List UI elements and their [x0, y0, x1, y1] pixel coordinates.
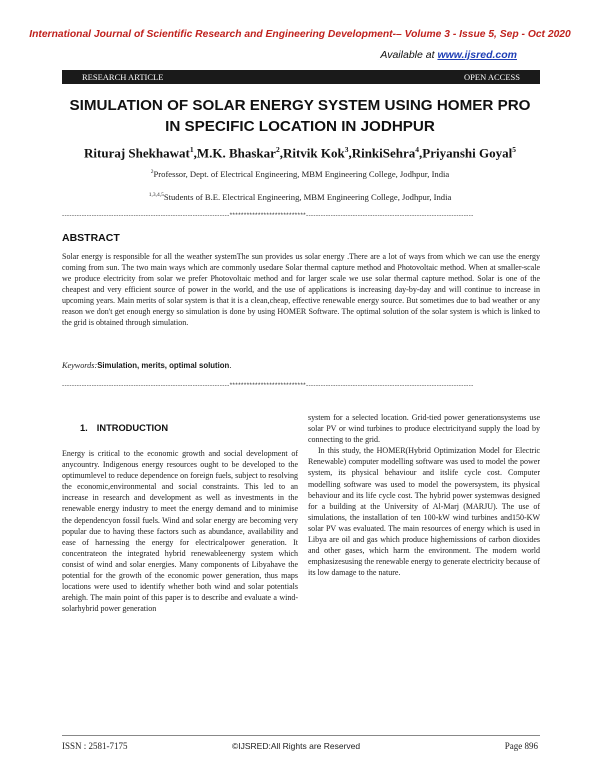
paper-title: [40, 95, 560, 137]
journal-url-link[interactable]: www.ijsred.com: [437, 49, 517, 61]
affiliation-students: [0, 192, 600, 202]
intro-paragraph: Energy is critical to the economic growth and social development of anycountry. Indigenous energy resources ought to be developed to the optimumlevel to reduce dependence on foreign fuels, subject to resolving the economic,environmental and social constraints. This led to an increase in research and development as well as investments in the renewable energy industry to meet the energy demand and to minimise the dependencyon fossil fuels. Wind and solar energy are becoming very popular due to having these factors such as abundance, availability and ease of harnessing the energy for electricalpower generation. It concentrateon the integrated hybrid renewableenergy system which consist of wind and solar energies. Many components of Libyahave the potential for the growth of the economic power generation, thus maps locations were used to identify whether both wind and solar potentials arehigh. The main point of this paper is to describe and evaluate a wind-solarhybrid power generation: [62, 449, 298, 614]
abstract-body: Solar energy is responsible for all the weather systemThe sun provides us solar energy .There are a lot of ways from which we can use the energy coming from sun. The two main ways which are commonly usedare Solar thermal capture method and Photovoltaic method. When at smaller-scale we produce electricity from solar we prefer Photovoltaic method and for larger scale we use solar thermal capture method. Solar is one of the cheapest and very efficient source of power in the world, and the use of applications is increasing day-by-day and will continue to increase in upcoming years. Main merits of solar system is that it is a clean,cheap, effective renewable energy source. But sometimes due to bad weather or any reason we don't get enough energy so simulation is done by using HOMER Software. The optimal solution of the solar system is which is linked to the grid is obtained through simulation.: [62, 252, 540, 327]
journal-header: International Journal of Scientific Research and Engineering Development-– Volume 3 - Issue 5, Sep - Oct 2020: [29, 29, 571, 40]
keywords-label: Keywords:: [62, 361, 98, 370]
research-article-label: RESEARCH ARTICLE: [82, 72, 164, 82]
title-line-1: SIMULATION OF SOLAR ENERGY SYSTEM USING HOMER PRO: [69, 97, 531, 114]
affiliation-sup: 1,3,4,5: [148, 192, 164, 199]
keywords-list: Simulation, merits, optimal solution: [97, 361, 230, 370]
author-name: RinkiSehra: [351, 145, 416, 161]
keywords-line: [62, 361, 231, 370]
author-sup: 4: [415, 145, 420, 154]
author-sup: 1: [189, 145, 194, 154]
affiliation-professor: [0, 169, 600, 179]
section-title: INTRODUCTION: [96, 423, 169, 433]
author-sup: 3: [344, 145, 349, 154]
separator-bottom: --------------------------------------------------------------------***************************--------------------------------------------------------------------: [62, 382, 474, 389]
footer-issn: ISSN : 2581-7175: [62, 741, 128, 751]
introduction-heading: [80, 423, 168, 433]
abstract-heading: ABSTRACT: [62, 232, 120, 244]
intro-paragraph-continued: system for a selected location. Grid-tied power generationsystems use solar PV or wind turbines to produce electricityand supply the load by connecting to the grid.: [308, 413, 540, 445]
footer-divider: [62, 735, 540, 736]
keywords-end: .: [229, 361, 232, 370]
author-sup: 5: [512, 145, 516, 154]
section-number: 1.: [80, 423, 88, 433]
author-list: Rituraj Shekhawat$^1$,M.K. Bhaskar$^2$,Ritvik Kok$^3$,RinkiSehra$^4$,Priyanshi Goyal$^5$: [84, 145, 516, 161]
available-prefix: Available at: [380, 49, 435, 61]
footer-page: Page 896: [504, 741, 538, 751]
separator-top: --------------------------------------------------------------------***************************--------------------------------------------------------------------: [62, 212, 474, 219]
affiliation-text: Professor, Dept. of Electrical Engineering, MBM Engineering College, Jodhpur, India: [153, 169, 450, 179]
article-type-bar: [62, 70, 540, 84]
footer-rights: ©IJSRED:All Rights are Reserved: [232, 741, 361, 751]
author-name: Rituraj Shekhawat: [84, 145, 190, 161]
author-sup: 2: [275, 145, 280, 154]
affiliation-text: Students of B.E. Electrical Engineering, MBM Engineering College, Jodhpur, India: [163, 192, 452, 202]
author-name: Priyanshi Goyal: [422, 145, 513, 161]
affiliation-sup: 2: [150, 169, 154, 176]
title-line-2: IN SPECIFIC LOCATION IN JODHPUR: [165, 118, 435, 135]
right-column: [308, 412, 540, 578]
author-name: Ritvik Kok: [282, 145, 345, 161]
left-column: [62, 448, 298, 614]
availability-line: [380, 49, 517, 61]
author-name: M.K. Bhaskar: [196, 145, 276, 161]
study-paragraph: In this study, the HOMER(Hybrid Optimization Model for Electric Renewable) computer modelling software was used to model the power system, its physical behaviour and itslife cycle cost. Computer modelling software was used to model the powersystem, its physical behaviour and its life cycle cost. The hybrid power systemwas designed for a building at the University of Al-Marj (MARJU). The use of simulations, the installation of ten 100-kW wind turbines and150-KW solar PV was evaluated. The main resources of energy which is used in Libya are oil and gas which produce highemissions of carbon dioxides and other gases, which harm the environment. The modern world emphasizesusing the renewable energy to generate electricity because of its low damage to the nature.: [308, 446, 540, 578]
open-access-label: OPEN ACCESS: [464, 72, 520, 82]
